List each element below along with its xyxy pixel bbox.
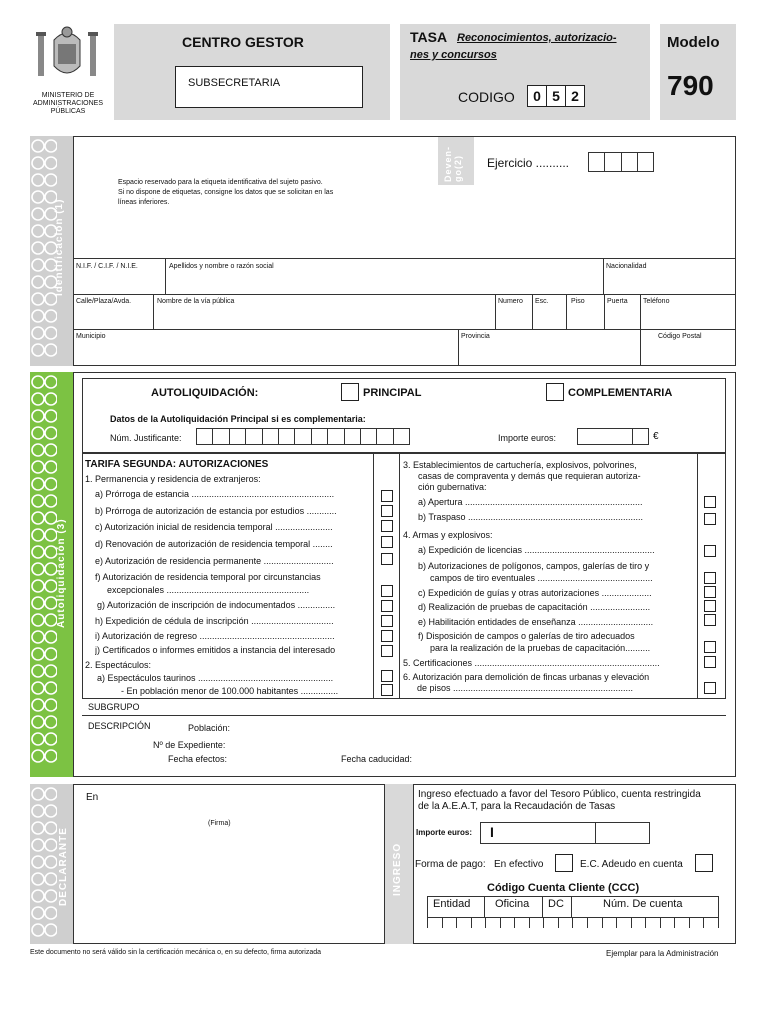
- num-justificante-input[interactable]: [196, 428, 410, 445]
- autoliquidacion-title: AUTOLIQUIDACIÓN:: [151, 387, 259, 399]
- modelo-number: 790: [667, 70, 714, 101]
- tarifa-left-item: 2. Espectáculos:: [85, 661, 152, 670]
- tarifa-left-item: a) Prórroga de estancia .........................................................: [95, 490, 335, 499]
- tasa-value-line1: Reconocimientos, autorizacio-: [457, 32, 617, 44]
- complementaria-label: COMPLEMENTARIA: [568, 387, 673, 399]
- tarifa-right-item: c) Expedición de guías y otras autorizaciones ....................: [418, 589, 652, 598]
- tarifa-right-checkbox[interactable]: [704, 641, 716, 653]
- tarifa-right-checkbox[interactable]: [704, 682, 716, 694]
- tarifa-left-checkbox[interactable]: [381, 585, 393, 597]
- tarifa-right-item: ción gubernativa:: [418, 483, 487, 492]
- ingreso-text: Ingreso efectuado a favor del Tesoro Público, cuenta restringida de la A.E.A.T, para la Recaudación de Tasas: [418, 789, 701, 812]
- tarifa-right-checkbox[interactable]: [704, 586, 716, 598]
- tarifa-left-checkbox[interactable]: [381, 520, 393, 532]
- esc-label: Esc.: [535, 298, 549, 305]
- tarifa-left-checkbox[interactable]: [381, 684, 393, 696]
- calle-label: Calle/Plaza/Avda.: [76, 298, 132, 305]
- ccc-input[interactable]: [427, 918, 719, 928]
- tarifa-left-item: 1. Permanencia y residencia de extranjeros:: [85, 475, 261, 484]
- security-pattern-icon: [31, 138, 57, 364]
- tarifa-left-item: d) Renovación de autorización de residencia temporal ........: [95, 540, 333, 549]
- nif-label: N.I.F. / C.I.F. / N.I.E.: [76, 263, 138, 270]
- tarifa-right-item: e) Habilitación entidades de enseñanza ..............................: [418, 618, 654, 627]
- euro-sign: €: [653, 431, 659, 442]
- tarifa-left-item: c) Autorización inicial de residencia temporal .......................: [95, 523, 333, 532]
- piso-label: Piso: [571, 298, 585, 305]
- tarifa-title: TARIFA SEGUNDA: AUTORIZACIONES: [85, 459, 269, 470]
- ejercicio-label: Ejercicio ..........: [487, 156, 570, 170]
- tarifa-right-checkbox[interactable]: [704, 496, 716, 508]
- tarifa-right-item: campos de tiro eventuales ..............................................: [430, 574, 653, 583]
- devengo-label: Deven- go(2): [443, 145, 463, 182]
- ejercicio-input[interactable]: [588, 152, 654, 172]
- codigo-digit: 2: [565, 86, 584, 106]
- num-justificante-label: Núm. Justificante:: [110, 433, 182, 443]
- tarifa-right-item: b) Autorizaciones de polígonos, campos, galerías de tiro y: [418, 562, 650, 571]
- ccc-title: Código Cuenta Cliente (CCC): [487, 882, 640, 894]
- descripcion-label: DESCRIPCIÓN: [88, 721, 151, 731]
- tasa-value-line2: nes y concursos: [410, 49, 497, 61]
- coat-of-arms: [34, 22, 100, 86]
- tasa-label: TASA: [410, 29, 448, 45]
- tarifa-right-item: de pisos ........................................................................: [417, 684, 634, 693]
- tarifa-left-checkbox[interactable]: [381, 630, 393, 642]
- ministry-name: MINISTERIO DE ADMINISTRACIONES PÚBLICAS: [32, 92, 103, 115]
- tarifa-left-item: a) Espectáculos taurinos ......................................................: [97, 674, 334, 683]
- tarifa-left-item: excepcionales .........................................................: [107, 586, 310, 595]
- security-pattern-icon: [31, 786, 57, 942]
- ingreso-importe-label: Importe euros:: [416, 828, 473, 837]
- tarifa-left-item: g) Autorización de inscripción de indocumentados ...............: [97, 601, 336, 610]
- tarifa-right-checkbox[interactable]: [704, 600, 716, 612]
- oficina-label: Oficina: [495, 898, 530, 910]
- tarifa-left-checkbox[interactable]: [381, 645, 393, 657]
- ingreso-importe-input[interactable]: [480, 822, 650, 844]
- tarifa-right-item: d) Realización de pruebas de capacitación ........................: [418, 603, 651, 612]
- ingreso-side-label: INGRESO: [392, 842, 403, 896]
- tarifa-left-checkbox[interactable]: [381, 505, 393, 517]
- tarifa-left-checkbox[interactable]: [381, 600, 393, 612]
- footer-note: Este documento no será válido sin la certificación mecánica o, en su defecto, firma autorizada: [30, 949, 322, 956]
- tarifa-right-checkbox[interactable]: [704, 656, 716, 668]
- tarifa-left-item: h) Expedición de cédula de inscripción .................................: [95, 617, 334, 626]
- tarifa-left-item: b) Prórroga de autorización de estancia por estudios ............: [95, 507, 337, 516]
- subgrupo-label: SUBGRUPO: [88, 702, 140, 712]
- tarifa-right-checkbox[interactable]: [704, 545, 716, 557]
- puerta-label: Puerta: [607, 298, 628, 305]
- declarante-side-label: DECLARANTE: [58, 827, 69, 906]
- numero-label: Numero: [498, 298, 523, 305]
- tarifa-right-checkbox[interactable]: [704, 572, 716, 584]
- codigo-digit: 0: [533, 88, 541, 104]
- principal-label: PRINCIPAL: [363, 387, 422, 399]
- fecha-efectos-label: Fecha efectos:: [168, 754, 228, 764]
- adeudo-label: E.C. Adeudo en cuenta: [580, 859, 683, 870]
- efectivo-checkbox[interactable]: [555, 854, 573, 872]
- tarifa-right-item: casas de compraventa y demás que requieran autoriza-: [418, 472, 641, 481]
- tarifa-left-checkbox[interactable]: [381, 615, 393, 627]
- tarifa-right-item: a) Apertura .......................................................................: [418, 498, 643, 507]
- importe-euros-label: Importe euros:: [498, 433, 557, 443]
- codigo-box: [527, 85, 585, 107]
- security-pattern-icon: [31, 374, 57, 774]
- firma-label: (Firma): [208, 820, 231, 827]
- modelo-label: Modelo: [667, 34, 720, 51]
- declarante-frame: [73, 784, 385, 944]
- tarifa-left-checkbox[interactable]: [381, 553, 393, 565]
- complementaria-checkbox[interactable]: [546, 383, 564, 401]
- tarifa-right-item: b) Traspaso ......................................................................: [418, 513, 644, 522]
- datos-principal-label: Datos de la Autoliquidación Principal si es complementaria:: [110, 414, 366, 424]
- codigo-digit: 5: [546, 86, 565, 106]
- tarifa-left-checkbox[interactable]: [381, 490, 393, 502]
- codigo-label: CODIGO: [458, 89, 515, 105]
- tarifa-right-item: para la realización de la pruebas de capacitación..........: [430, 644, 651, 653]
- tarifa-left-item: - En población menor de 100.000 habitantes ...............: [121, 687, 339, 696]
- forma-pago-label: Forma de pago:: [415, 859, 486, 870]
- footer-copy: Ejemplar para la Administración: [606, 949, 719, 958]
- municipio-label: Municipio: [76, 333, 106, 340]
- identificacion-side-label: Identificación (1): [54, 198, 65, 296]
- centro-gestor-label: CENTRO GESTOR: [182, 34, 304, 50]
- num-cuenta-label: Núm. De cuenta: [603, 898, 683, 910]
- adeudo-checkbox[interactable]: [695, 854, 713, 872]
- fecha-caducidad-label: Fecha caducidad:: [341, 754, 413, 764]
- tarifa-left-item: e) Autorización de residencia permanente ............................: [95, 557, 334, 566]
- ingreso-importe-mark: I: [490, 824, 494, 840]
- nacionalidad-label: Nacionalidad: [606, 263, 647, 270]
- autoliquidacion-side-label: Autoliquidación (3): [56, 518, 67, 628]
- tarifa-right-item: 5. Certificaciones ..........................................................................: [403, 659, 660, 668]
- centro-gestor-value: SUBSECRETARIA: [188, 77, 281, 89]
- apellidos-label: Apellidos y nombre o razón social: [169, 263, 274, 270]
- importe-euros-input[interactable]: [577, 428, 649, 445]
- efectivo-label: En efectivo: [494, 859, 544, 870]
- tarifa-right-item: 6. Autorización para demolición de fincas urbanas y elevación: [403, 673, 650, 682]
- tarifa-right-item: f) Disposición de campos o galerías de tiro adecuados: [418, 632, 635, 641]
- tarifa-right-checkbox[interactable]: [704, 513, 716, 525]
- nombre-via-label: Nombre de la vía pública: [157, 298, 235, 305]
- tarifa-left-item: i) Autorización de regreso ......................................................: [95, 632, 335, 641]
- tarifa-right-checkbox[interactable]: [704, 614, 716, 626]
- tarifa-left-checkbox[interactable]: [381, 670, 393, 682]
- poblacion-label: Población:: [188, 723, 231, 733]
- reserved-label-text: Espacio reservado para la etiqueta identificativa del sujeto pasivo. Si no dispone de etiquetas, consigne los datos que se solicitan en las líneas inferiores.: [118, 179, 334, 206]
- principal-checkbox[interactable]: [341, 383, 359, 401]
- tarifa-right-item: a) Expedición de licencias ....................................................: [418, 546, 655, 555]
- tarifa-right-item: 3. Establecimientos de cartuchería, explosivos, polvorines,: [403, 461, 637, 470]
- codigo-postal-label: Código Postal: [658, 333, 702, 340]
- telefono-label: Teléfono: [643, 298, 670, 305]
- tarifa-left-item: j) Certificados o informes emitidos a instancia del interesado: [95, 646, 336, 655]
- entidad-label: Entidad: [433, 898, 471, 910]
- expediente-label: Nº de Expediente:: [153, 740, 226, 750]
- provincia-label: Provincia: [461, 333, 490, 340]
- tarifa-left-item: f) Autorización de residencia temporal por circunstancias: [95, 573, 321, 582]
- dc-label: DC: [548, 898, 564, 910]
- tarifa-left-checkbox[interactable]: [381, 536, 393, 548]
- tarifa-right-item: 4. Armas y explosivos:: [403, 531, 493, 540]
- en-label: En: [86, 792, 99, 803]
